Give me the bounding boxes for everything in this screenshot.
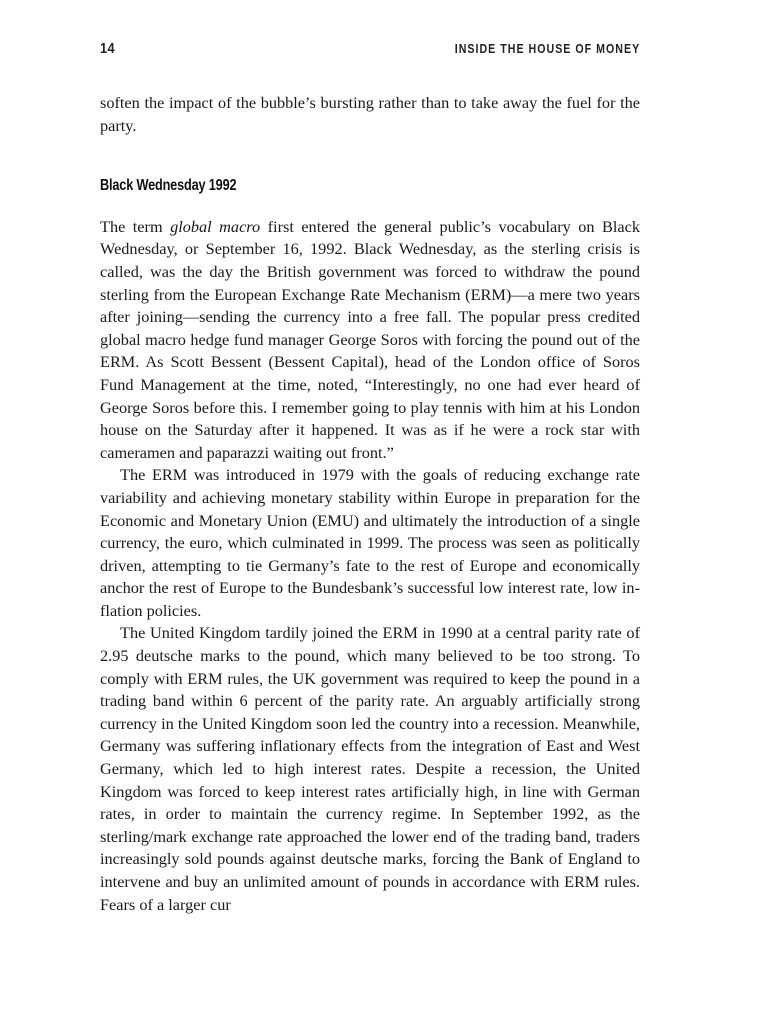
section-heading: Black Wednesday 1992 xyxy=(100,177,237,195)
running-book-title: INSIDE THE HOUSE OF MONEY xyxy=(454,42,640,56)
paragraph-1-start: The term xyxy=(100,216,171,236)
paragraph-1-rest: first entered the general public’s vocabulary on Black Wednesday, or September 16, 1992. Black Wednesday, as the sterling crisis is called, was the day the British government was forced to withdraw the pound sterling from the European Exchange Rate Mechanism (ERM)—a mere two years after joining—sending the currency into a free fall. The popular press credited global macro hedge fund manager George Soros with forcing the pound out of the ERM. As Scott Bessent (Bessent Capital), head of the London office of Soros Fund Management at the time, noted, “Interestingly, no one had ever heard of George Soros before this. I remember going to play tennis with him at his London house on the Saturday after it happened. It was as if he were a rock star with cameramen and paparazzi waiting out front.” xyxy=(100,216,640,462)
paragraph-1 xyxy=(100,216,640,465)
book-page xyxy=(100,40,640,916)
running-header xyxy=(100,40,640,64)
paragraph-3: The United Kingdom tardily joined the ERM in 1990 at a central parity rate of 2.95 deutsche marks to the pound, which many believed to be too strong. To comply with ERM rules, the UK government was required to keep the pound in a trading band within 6 percent of the parity rate. An arguably artificially strong currency in the United Kingdom soon led the country into a recession. Meanwhile, Germany was suffering inflationary effects from the integration of East and West Germany, which led to high interest rates. Despite a recession, the United Kingdom was forced to keep interest rates artificially high, in line with German rates, in order to maintain the currency regime. In September 1992, as the sterling/mark exchange rate approached the lower end of the trading band, traders increasingly sold pounds against deutsche marks, forcing the Bank of England to intervene and buy an unlimited amount of pounds in accordance with ERM rules. Fears of a larger cur xyxy=(100,623,640,914)
paragraph-2: The ERM was introduced in 1979 with the goals of reducing exchange rate variability and achieving monetary stability within Europe in preparation for the Economic and Monetary Union (EMU) and ultimately the introduction of a single currency, the euro, which culminated in 1999. The process was seen as politically driven, attempting to tie Germany’s fate to the rest of Europe and economically anchor the rest of Europe to the Bundesbank’s successful low interest rate, low inflation policies. xyxy=(100,465,640,620)
italic-term: global macro xyxy=(170,216,261,236)
page-number: 14 xyxy=(100,40,116,57)
page-body xyxy=(100,92,640,916)
continued-paragraph: soften the impact of the bubble’s bursting rather than to take away the fuel for the party. xyxy=(100,93,640,135)
